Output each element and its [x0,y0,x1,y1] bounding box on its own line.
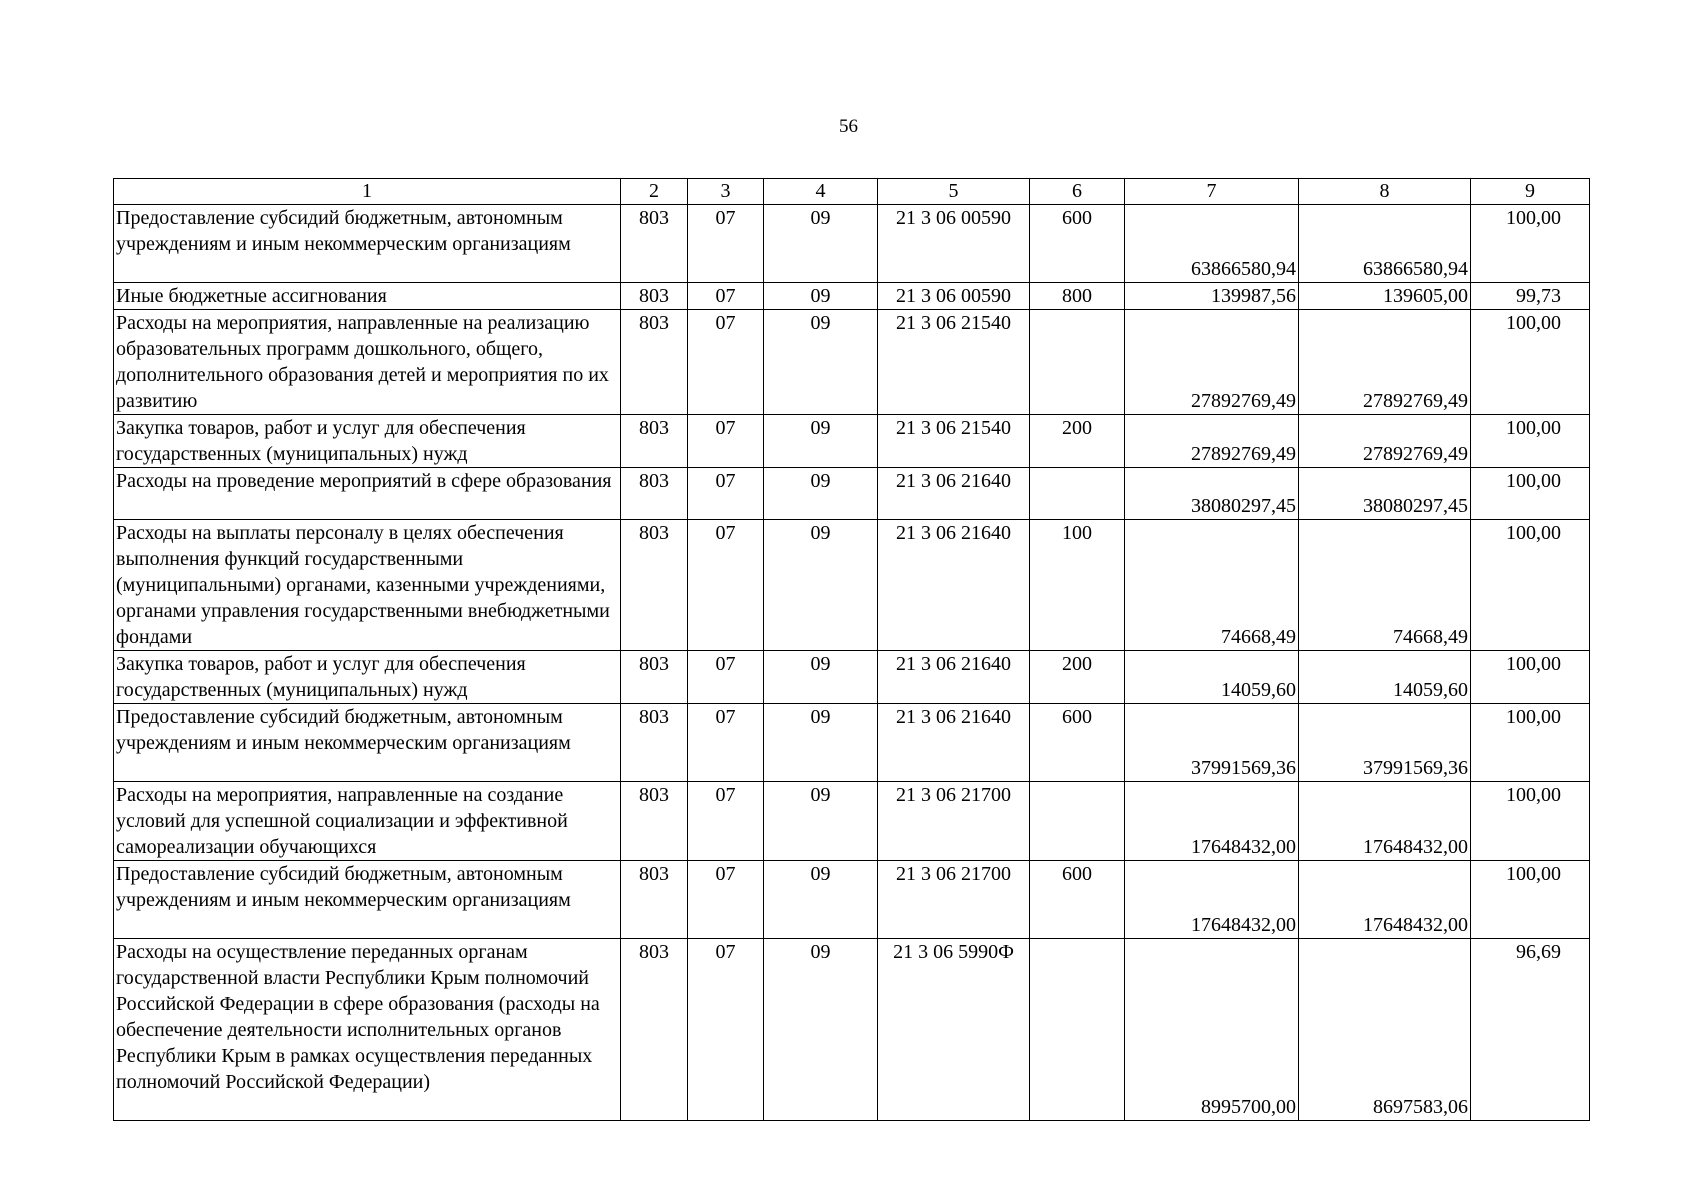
section-code: 07 [688,310,764,415]
executed-amount: 8697583,06 [1299,939,1471,1121]
ministry-code: 803 [621,520,688,651]
target-article: 21 3 06 21700 [878,782,1030,861]
table-row [114,861,1590,939]
executed-amount: 14059,60 [1299,651,1471,704]
executed-amount: 74668,49 [1299,520,1471,651]
table-row [114,939,1590,1121]
budget-table [113,178,1590,1121]
section-code: 07 [688,468,764,520]
ministry-code: 803 [621,704,688,782]
executed-amount: 139605,00 [1299,283,1471,310]
executed-amount: 27892769,49 [1299,415,1471,468]
execution-percent: 100,00 [1471,468,1590,520]
ministry-code: 803 [621,205,688,283]
expense-name: Предоставление субсидий бюджетным, автономным учреждениям и иным некоммерческим организациям [114,205,621,283]
section-code: 07 [688,205,764,283]
subsection-code: 09 [764,205,878,283]
table-row [114,520,1590,651]
section-code: 07 [688,939,764,1121]
column-header: 2 [621,179,688,205]
executed-amount: 17648432,00 [1299,782,1471,861]
expense-type: 600 [1030,205,1125,283]
executed-amount: 37991569,36 [1299,704,1471,782]
expense-name: Расходы на мероприятия, направленные на создание условий для успешной социализации и эффективной самореализации обучающихся [114,782,621,861]
expense-type: 800 [1030,283,1125,310]
expense-name: Иные бюджетные ассигнования [114,283,621,310]
column-header: 9 [1471,179,1590,205]
expense-type [1030,310,1125,415]
planned-amount: 139987,56 [1125,283,1299,310]
expense-name: Предоставление субсидий бюджетным, автономным учреждениям и иным некоммерческим организациям [114,704,621,782]
planned-amount: 38080297,45 [1125,468,1299,520]
section-code: 07 [688,704,764,782]
table-row [114,310,1590,415]
execution-percent: 100,00 [1471,651,1590,704]
ministry-code: 803 [621,468,688,520]
expense-name: Расходы на выплаты персоналу в целях обеспечения выполнения функций государственными (муниципальными) органами, казенными учреждениями, органами управления государственными внебюджетными фондами [114,520,621,651]
column-header: 3 [688,179,764,205]
planned-amount: 63866580,94 [1125,205,1299,283]
executed-amount: 38080297,45 [1299,468,1471,520]
expense-type [1030,468,1125,520]
column-header: 8 [1299,179,1471,205]
expense-type: 600 [1030,704,1125,782]
expense-name: Расходы на мероприятия, направленные на реализацию образовательных программ дошкольного, общего, дополнительного образования детей и мероприятия по их развитию [114,310,621,415]
target-article: 21 3 06 21540 [878,310,1030,415]
planned-amount: 8995700,00 [1125,939,1299,1121]
expense-name: Закупка товаров, работ и услуг для обеспечения государственных (муниципальных) нужд [114,415,621,468]
subsection-code: 09 [764,415,878,468]
execution-percent: 100,00 [1471,415,1590,468]
execution-percent: 100,00 [1471,520,1590,651]
ministry-code: 803 [621,861,688,939]
planned-amount: 17648432,00 [1125,861,1299,939]
execution-percent: 96,69 [1471,939,1590,1121]
executed-amount: 27892769,49 [1299,310,1471,415]
table-row [114,283,1590,310]
ministry-code: 803 [621,310,688,415]
column-header: 1 [114,179,621,205]
subsection-code: 09 [764,939,878,1121]
table-row [114,468,1590,520]
column-header: 7 [1125,179,1299,205]
expense-name: Расходы на осуществление переданных органам государственной власти Республики Крым полномочий Российской Федерации в сфере образования (расходы на обеспечение деятельности исполнительных органов Республики Крым в рамках осуществления переданных полномочий Российской Федерации) [114,939,621,1121]
planned-amount: 17648432,00 [1125,782,1299,861]
target-article: 21 3 06 21640 [878,651,1030,704]
column-header: 4 [764,179,878,205]
subsection-code: 09 [764,651,878,704]
section-code: 07 [688,520,764,651]
ministry-code: 803 [621,782,688,861]
page-number: 56 [839,116,858,137]
column-header: 6 [1030,179,1125,205]
table-row [114,651,1590,704]
target-article: 21 3 06 00590 [878,205,1030,283]
expense-name: Закупка товаров, работ и услуг для обеспечения государственных (муниципальных) нужд [114,651,621,704]
executed-amount: 63866580,94 [1299,205,1471,283]
subsection-code: 09 [764,310,878,415]
expense-name: Расходы на проведение мероприятий в сфере образования [114,468,621,520]
subsection-code: 09 [764,283,878,310]
section-code: 07 [688,415,764,468]
target-article: 21 3 06 21700 [878,861,1030,939]
ministry-code: 803 [621,415,688,468]
expense-type: 100 [1030,520,1125,651]
execution-percent: 100,00 [1471,704,1590,782]
ministry-code: 803 [621,939,688,1121]
expense-name: Предоставление субсидий бюджетным, автономным учреждениям и иным некоммерческим организациям [114,861,621,939]
expense-type: 200 [1030,415,1125,468]
subsection-code: 09 [764,704,878,782]
planned-amount: 27892769,49 [1125,310,1299,415]
expense-type: 200 [1030,651,1125,704]
target-article: 21 3 06 21640 [878,520,1030,651]
subsection-code: 09 [764,782,878,861]
table-row [114,205,1590,283]
target-article: 21 3 06 21640 [878,704,1030,782]
target-article: 21 3 06 00590 [878,283,1030,310]
table-row [114,704,1590,782]
column-number-row [114,179,1590,205]
expense-type [1030,782,1125,861]
expense-type: 600 [1030,861,1125,939]
execution-percent: 100,00 [1471,861,1590,939]
executed-amount: 17648432,00 [1299,861,1471,939]
table-row [114,782,1590,861]
target-article: 21 3 06 21540 [878,415,1030,468]
expense-type [1030,939,1125,1121]
execution-percent: 100,00 [1471,205,1590,283]
ministry-code: 803 [621,651,688,704]
planned-amount: 74668,49 [1125,520,1299,651]
column-header: 5 [878,179,1030,205]
execution-percent: 100,00 [1471,310,1590,415]
planned-amount: 27892769,49 [1125,415,1299,468]
table-row [114,415,1590,468]
section-code: 07 [688,651,764,704]
subsection-code: 09 [764,468,878,520]
subsection-code: 09 [764,520,878,651]
section-code: 07 [688,283,764,310]
section-code: 07 [688,782,764,861]
planned-amount: 14059,60 [1125,651,1299,704]
planned-amount: 37991569,36 [1125,704,1299,782]
ministry-code: 803 [621,283,688,310]
execution-percent: 99,73 [1471,283,1590,310]
target-article: 21 3 06 21640 [878,468,1030,520]
target-article: 21 3 06 5990Ф [878,939,1030,1121]
execution-percent: 100,00 [1471,782,1590,861]
section-code: 07 [688,861,764,939]
subsection-code: 09 [764,861,878,939]
